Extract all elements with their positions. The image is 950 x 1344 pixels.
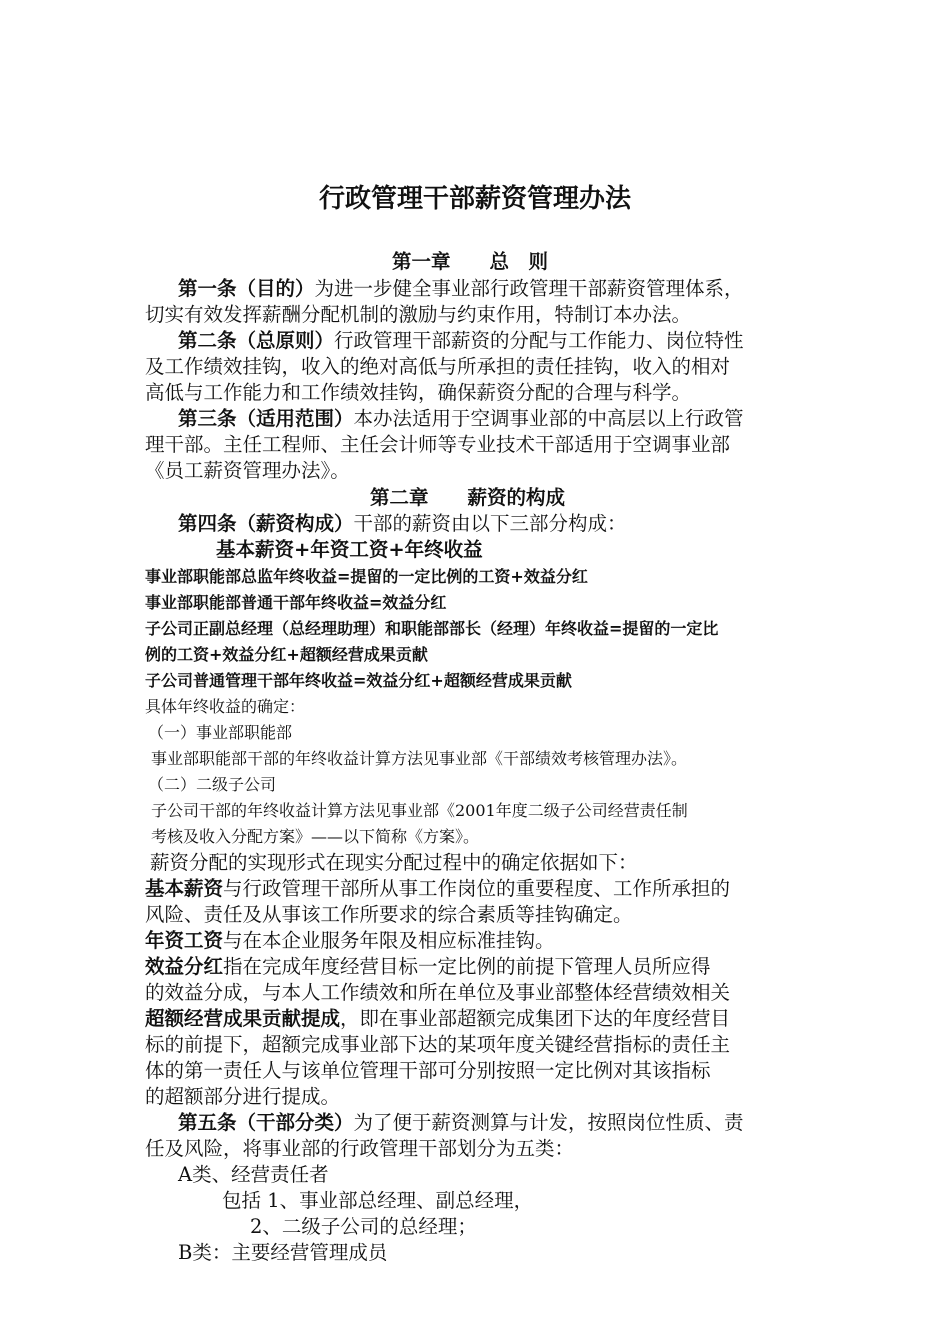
basic-salary-term: 基本薪资 xyxy=(145,877,224,900)
class-b-heading: B类：主要经营管理成员 xyxy=(178,1241,388,1264)
article-3-line-1 xyxy=(178,409,744,429)
seniority-pay-term: 年资工资 xyxy=(145,929,224,952)
bonus-term: 效益分红 xyxy=(145,955,224,978)
salary-formula: 基本薪资+年资工资+年终收益 xyxy=(216,538,483,561)
article-3-label: 第三条（适用范围） xyxy=(178,407,354,430)
article-5-text: 为了便于薪资测算与计发，按照岗位性质、责 xyxy=(353,1111,744,1134)
class-a-heading: A类、经营责任者 xyxy=(178,1163,329,1186)
subsection-2-text-line-1: 子公司干部的年终收益计算方法见事业部《2001年度二级子公司经营责任制 xyxy=(151,801,688,820)
formula-director: 事业部职能部总监年终收益=提留的一定比例的工资+效益分红 xyxy=(145,567,588,586)
article-1-label: 第一条（目的） xyxy=(178,277,315,300)
article-3-line-2: 理干部。主任工程师、主任会计师等专业技术干部适用于空调事业部 xyxy=(145,433,731,456)
formula-subsidiary-staff: 子公司普通管理干部年终收益=效益分红+超额经营成果贡献 xyxy=(145,671,572,690)
seniority-pay-text: 与在本企业服务年限及相应标准挂钩。 xyxy=(223,929,555,952)
article-2-line-1 xyxy=(178,331,744,351)
bonus-text: 指在完成年度经营目标一定比例的前提下管理人员所应得 xyxy=(223,955,711,978)
article-5-line-1 xyxy=(178,1113,744,1133)
article-2-line-3: 高低与工作能力和工作绩效挂钩，确保薪资分配的合理与科学。 xyxy=(145,381,692,404)
subsection-2-heading: （二）二级子公司 xyxy=(148,775,277,794)
article-1-text: 为进一步健全事业部行政管理干部薪资管理体系， xyxy=(314,277,744,300)
bonus-line-2: 的效益分成，与本人工作绩效和所在单位及事业部整体经营绩效相关 xyxy=(145,981,731,1004)
article-2-line-2: 及工作绩效挂钩，收入的绝对高低与所承担的责任挂钩，收入的相对 xyxy=(145,355,731,378)
bonus-line-1 xyxy=(145,957,711,977)
subsection-1-heading: （一）事业部职能部 xyxy=(148,723,293,742)
excess-text: ，即在事业部超额完成集团下达的年度经营目 xyxy=(340,1007,731,1030)
chapter-1-heading: 第一章 总 则 xyxy=(392,250,549,273)
excess-line-2: 标的前提下，超额完成事业部下达的某项年度关键经营指标的责任主 xyxy=(145,1033,731,1056)
article-1-line-2: 切实有效发挥薪酬分配机制的激励与约束作用，特制订本办法。 xyxy=(145,303,692,326)
article-1-line-1 xyxy=(178,279,744,299)
subsection-2-text-line-2: 考核及收入分配方案》——以下简称《方案》。 xyxy=(151,827,480,846)
formula-subsidiary-manager-line-2: 例的工资+效益分红+超额经营成果贡献 xyxy=(145,645,428,664)
excess-term: 超额经营成果贡献提成 xyxy=(145,1007,341,1030)
basic-salary-line-2: 风险、责任及从事该工作所要求的综合素质等挂钩确定。 xyxy=(145,903,633,926)
class-a-item-2: 2、二级子公司的总经理； xyxy=(250,1215,477,1238)
article-3-line-3: 《员工薪资管理办法》。 xyxy=(145,459,350,482)
formula-subsidiary-manager-line-1: 子公司正副总经理（总经理助理）和职能部部长（经理）年终收益=提留的一定比 xyxy=(145,619,719,638)
article-4-text: 干部的薪资由以下三部分构成： xyxy=(353,512,627,535)
article-2-label: 第二条（总原则） xyxy=(178,329,335,352)
article-4-line-1 xyxy=(178,514,627,534)
article-3-text: 本办法适用于空调事业部的中高层以上行政管 xyxy=(353,407,744,430)
basic-salary-text: 与行政管理干部所从事工作岗位的重要程度、工作所承担的 xyxy=(223,877,731,900)
excess-line-4: 的超额部分进行提成。 xyxy=(145,1085,341,1108)
excess-line-3: 体的第一责任人与该单位管理干部可分别按照一定比例对其该指标 xyxy=(145,1059,711,1082)
article-5-label: 第五条（干部分类） xyxy=(178,1111,354,1134)
chapter-2-heading: 第二章 薪资的构成 xyxy=(370,486,566,509)
document-title: 行政管理干部薪资管理办法 xyxy=(318,184,631,214)
excess-line-1 xyxy=(145,1009,730,1029)
article-5-line-2: 任及风险，将事业部的行政管理干部划分为五类： xyxy=(145,1137,575,1160)
class-a-item-1: 包括 1、事业部总经理、副总经理， xyxy=(222,1189,534,1212)
formula-staff: 事业部职能部普通干部年终收益=效益分红 xyxy=(145,593,447,612)
seniority-pay-line xyxy=(145,931,555,951)
subsection-1-text: 事业部职能部干部的年终收益计算方法见事业部《干部绩效考核管理办法》。 xyxy=(151,749,688,768)
article-4-label: 第四条（薪资构成） xyxy=(178,512,354,535)
year-end-intro: 具体年终收益的确定： xyxy=(145,697,306,716)
basic-salary-line-1 xyxy=(145,879,730,899)
article-2-text: 行政管理干部薪资的分配与工作能力、岗位特性 xyxy=(334,329,744,352)
basis-intro: 薪资分配的实现形式在现实分配过程中的确定依据如下： xyxy=(150,851,638,874)
